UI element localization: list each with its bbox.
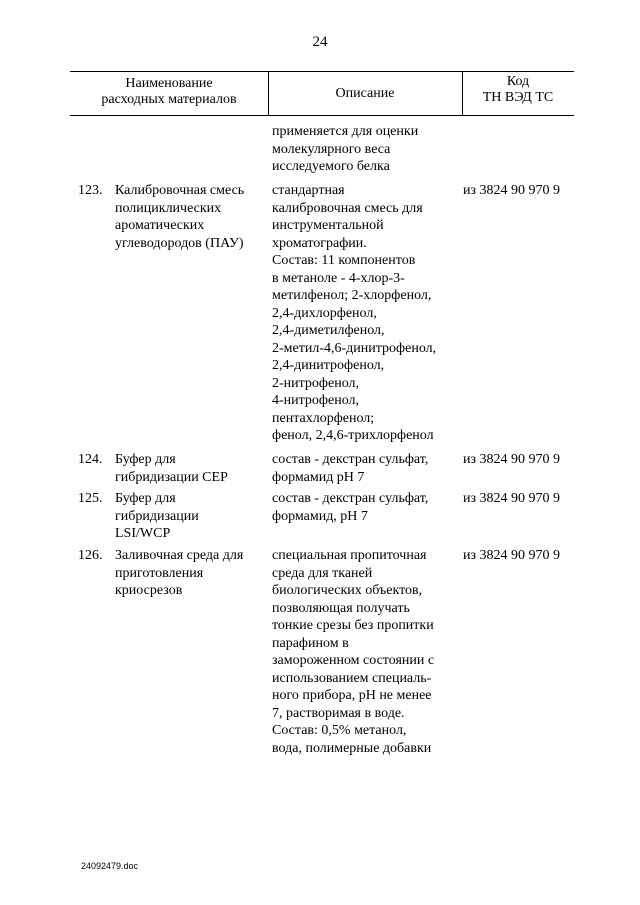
header-col-description	[268, 86, 462, 102]
row-name	[115, 451, 265, 486]
row-name-line: Калибровочная смесь	[115, 183, 245, 198]
header-top-rule	[70, 71, 574, 72]
continuation-line: применяется для оценки	[272, 124, 419, 139]
header-col-code-line-2: ТН ВЭД ТС	[482, 90, 554, 105]
row-description-line: среда для тканей	[272, 565, 373, 581]
row-description	[272, 451, 462, 486]
row-number: 126.	[78, 548, 103, 563]
row-name-line: приготовления	[115, 565, 204, 581]
row-description-line: 2,4-дихлорфенол,	[272, 305, 377, 321]
row-code: из 3824 90 970 9	[463, 491, 561, 506]
document-footer: 24092479.doc	[81, 861, 139, 871]
row-description	[272, 547, 462, 757]
row-description-line: формамид, pH 7	[272, 508, 368, 524]
header-col-name	[70, 76, 268, 108]
row-description-line: состав - декстран сульфат,	[272, 452, 429, 467]
header-col-code-line-1: Код	[506, 74, 530, 89]
row-number: 123.	[78, 183, 103, 198]
row-description-line: использованием специаль-	[272, 670, 432, 686]
row-name	[115, 182, 265, 252]
row-description-line: 2,4-динитрофенол,	[272, 358, 385, 373]
row-description-line: формамид pH 7	[272, 469, 365, 485]
row-code: из 3824 90 970 9	[463, 548, 561, 563]
row-description	[272, 182, 462, 445]
row-name-line: углеводородов (ПАУ)	[115, 235, 244, 251]
row-description-line: стандартная	[272, 183, 345, 198]
header-col-name-line-1: Наименование	[125, 76, 213, 91]
row-name-line: Буфер для	[115, 491, 176, 506]
page-number: 24	[312, 34, 328, 50]
continuation-description	[272, 123, 462, 176]
row-name-line: гибридизации	[115, 508, 199, 524]
row-description-line: Состав: 0,5% метанол,	[272, 723, 407, 738]
row-description-line: тонкие срезы без пропитки	[272, 618, 434, 633]
row-description-line: 7, растворимая в воде.	[272, 705, 405, 721]
continuation-line: исследуемого белка	[272, 159, 390, 174]
row-name-line: Заливочная среда для	[115, 548, 244, 563]
header-bottom-rule	[70, 115, 574, 116]
row-name-line: ароматических	[115, 218, 205, 233]
row-description-line: специальная пропиточная	[272, 548, 427, 563]
row-code: из 3824 90 970 9	[463, 452, 561, 467]
row-number: 125.	[78, 491, 103, 506]
row-description-line: калибровочная смесь для	[272, 200, 423, 216]
row-description-line: метилфенол; 2-хлорфенол,	[272, 288, 432, 303]
row-description-line: ного прибора, pH не менее	[272, 688, 432, 703]
row-name	[115, 490, 265, 543]
row-name-line: гибридизации CEP	[115, 469, 228, 485]
row-number: 124.	[78, 452, 103, 467]
row-description-line: Состав: 11 компонентов	[272, 253, 416, 268]
row-name	[115, 547, 265, 600]
header-col-description-line-1: Описание	[335, 86, 395, 101]
continuation-line: молекулярного веса	[272, 141, 391, 157]
row-name-line: криосрезов	[115, 583, 183, 598]
row-description-line: пентахлорфенол;	[272, 410, 375, 426]
row-description-line: 4-нитрофенол,	[272, 393, 360, 408]
row-description-line: в метаноле - 4-хлор-3-	[272, 270, 405, 286]
row-description-line: 2-нитрофенол,	[272, 375, 360, 391]
row-description	[272, 490, 462, 525]
row-code: из 3824 90 970 9	[463, 183, 561, 198]
row-description-line: позволяющая получать	[272, 600, 410, 616]
header-col-name-line-2: расходных материалов	[101, 92, 237, 107]
row-description-line: 2-метил-4,6-динитрофенол,	[272, 340, 437, 356]
row-description-line: парафином в	[272, 635, 349, 651]
row-description-line: состав - декстран сульфат,	[272, 491, 429, 506]
row-name-line: Буфер для	[115, 452, 176, 467]
row-description-line: хроматографии.	[272, 235, 367, 251]
header-col-code	[462, 74, 574, 106]
row-name-line: полициклических	[115, 200, 222, 216]
row-description-line: фенол, 2,4,6-трихлорфенол	[272, 428, 434, 443]
row-description-line: 2,4-диметилфенол,	[272, 323, 385, 338]
row-description-line: замороженном состоянии с	[272, 653, 435, 668]
row-description-line: вода, полимерные добавки	[272, 740, 432, 756]
row-description-line: биологических объектов,	[272, 583, 423, 598]
row-name-line: LSI/WCP	[115, 526, 171, 541]
row-description-line: инструментальной	[272, 218, 384, 233]
